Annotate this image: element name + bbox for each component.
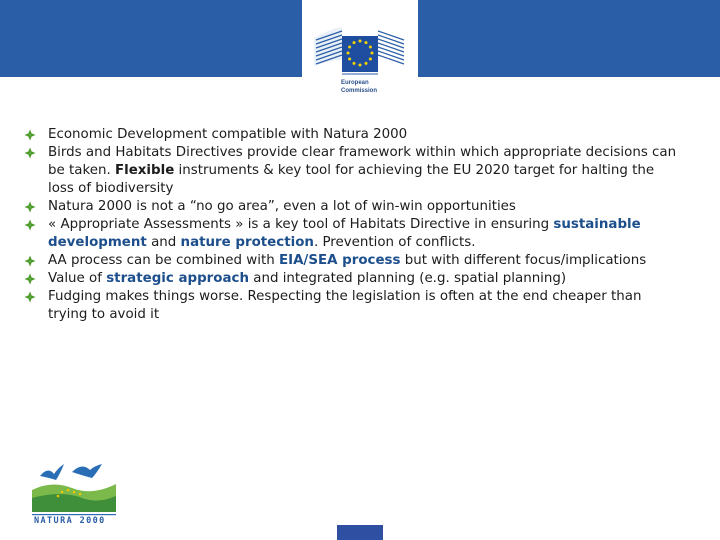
bullet-emphasis: sustainable development [48,217,641,250]
bullet-item [22,288,682,324]
bottom-tab [337,525,383,540]
diamond-bullet-icon [24,129,36,141]
bullet-item [22,198,682,216]
bullet-text: instruments & key tool for achieving the EU 2020 target for halting the loss of biodiversity [48,163,655,196]
bullet-item [22,216,682,252]
bullet-text: Natura 2000 is not a “no go area”, even a lot of win-win opportunities [48,199,516,214]
logo-line-commission: Commission [341,88,378,94]
bullet-text: « Appropriate Assessments » is a key tool of Habitats Directive in ensuring [48,217,554,232]
bullet-emphasis: Flexible [114,163,175,178]
diamond-bullet-icon [24,201,36,213]
diamond-bullet-icon [24,291,36,303]
bullet-text: and [146,235,181,250]
logo-line-european: European [341,80,369,86]
bullet-text: AA process can be combined with [48,253,279,268]
bullet-text: . Prevention of conflicts. [313,235,476,250]
bullet-text: and integrated planning (e.g. spatial planning) [249,271,567,286]
diamond-bullet-icon [24,147,36,159]
diamond-bullet-icon [24,273,36,285]
bullet-list [22,126,682,324]
bullet-text: Fudging makes things worse. Respecting the legislation is often at the end cheaper than trying to avoid it [48,289,642,322]
bullet-emphasis: nature protection [180,235,314,250]
bullet-item [22,144,682,198]
bullet-item [22,252,682,270]
bullet-emphasis: EIA/SEA process [278,253,401,268]
bullet-text: Economic Development compatible with Natura 2000 [48,127,408,142]
ec-logo [302,0,418,101]
bullet-text: Birds and Habitats Directives provide clear framework within which appropriate decisions can be taken. [48,145,677,178]
bullet-item [22,270,682,288]
bullet-text: Value of [48,271,107,286]
bullet-text: but with different focus/implications [400,253,647,268]
ec-logo-text [341,79,377,95]
bullet-emphasis: strategic approach [106,271,249,286]
bullet-item [22,126,682,144]
natura-2000-logo [32,462,116,532]
natura-logo-text: NATURA 2000 [34,516,106,526]
diamond-bullet-icon [24,255,36,267]
diamond-bullet-icon [24,219,36,231]
